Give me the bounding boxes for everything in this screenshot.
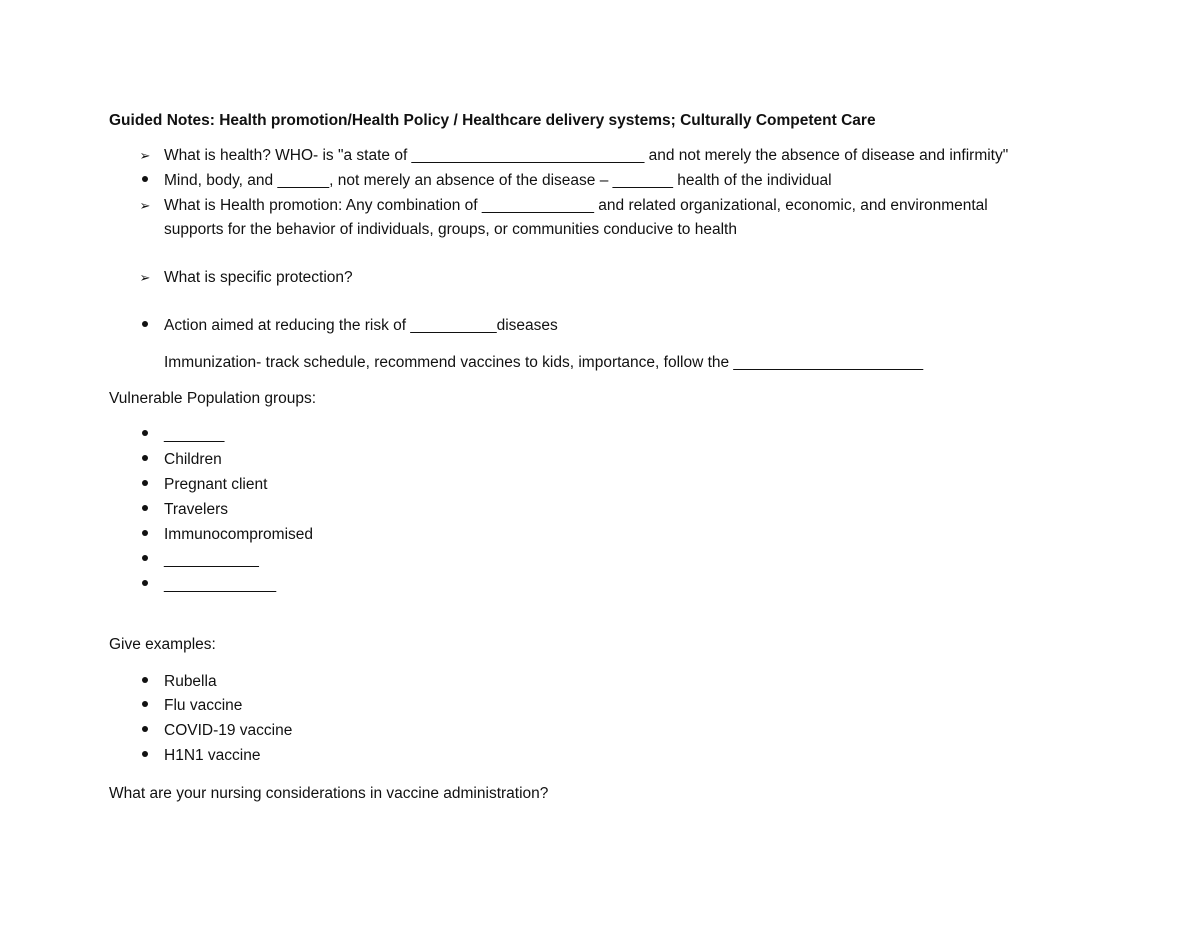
arrow-bullet-icon: ➢ bbox=[139, 270, 151, 285]
bullet-dot-icon bbox=[137, 550, 153, 570]
list-item-mind-body: Mind, body, and ______, not merely an absence of the disease – _______ health of the individual bbox=[164, 172, 832, 189]
bullet-dot-icon bbox=[137, 316, 153, 336]
list-item: COVID-19 vaccine bbox=[164, 722, 293, 739]
list-item: Travelers bbox=[164, 501, 229, 518]
list-item: Children bbox=[164, 451, 222, 468]
bullet-dot-icon bbox=[137, 171, 153, 191]
list-item: _______ bbox=[164, 426, 225, 443]
list-item: Flu vaccine bbox=[164, 697, 243, 714]
list-item: Immunocompromised bbox=[164, 526, 314, 543]
bullet-dot-icon bbox=[137, 425, 153, 445]
page-title: Guided Notes: Health promotion/Health Policy / Healthcare delivery systems; Culturally Competent Care bbox=[109, 112, 876, 129]
list-item: Pregnant client bbox=[164, 476, 268, 493]
list-item-specific-protection: What is specific protection? bbox=[164, 269, 353, 286]
bullet-dot-icon bbox=[137, 746, 153, 766]
list-item-health-definition: What is health? WHO- is "a state of ___________________________ and not merely the absence of disease and infirmity" bbox=[164, 147, 1009, 164]
arrow-bullet-icon: ➢ bbox=[139, 198, 151, 213]
bullet-dot-icon bbox=[137, 450, 153, 470]
examples-heading: Give examples: bbox=[109, 636, 216, 653]
bullet-dot-icon bbox=[137, 525, 153, 545]
list-item-action-aimed: Action aimed at reducing the risk of __________diseases bbox=[164, 317, 558, 334]
list-item-health-promotion-cont: supports for the behavior of individuals, groups, or communities conducive to health bbox=[164, 221, 737, 238]
list-item: H1N1 vaccine bbox=[164, 747, 261, 764]
list-item: ___________ bbox=[164, 551, 259, 568]
list-item: Rubella bbox=[164, 673, 217, 690]
vulnerable-heading: Vulnerable Population groups: bbox=[109, 390, 317, 407]
list-item-health-promotion: What is Health promotion: Any combination of _____________ and related organizational, economic, and environmental bbox=[164, 197, 988, 214]
bullet-dot-icon bbox=[137, 475, 153, 495]
bullet-dot-icon bbox=[137, 500, 153, 520]
immunization-text: Immunization- track schedule, recommend vaccines to kids, importance, follow the ______________________ bbox=[164, 354, 924, 371]
bullet-dot-icon bbox=[137, 696, 153, 716]
list-item: _____________ bbox=[164, 576, 277, 593]
nursing-question: What are your nursing considerations in vaccine administration? bbox=[109, 785, 549, 802]
bullet-dot-icon bbox=[137, 575, 153, 595]
bullet-dot-icon bbox=[137, 721, 153, 741]
bullet-dot-icon bbox=[137, 672, 153, 692]
arrow-bullet-icon: ➢ bbox=[139, 148, 151, 163]
